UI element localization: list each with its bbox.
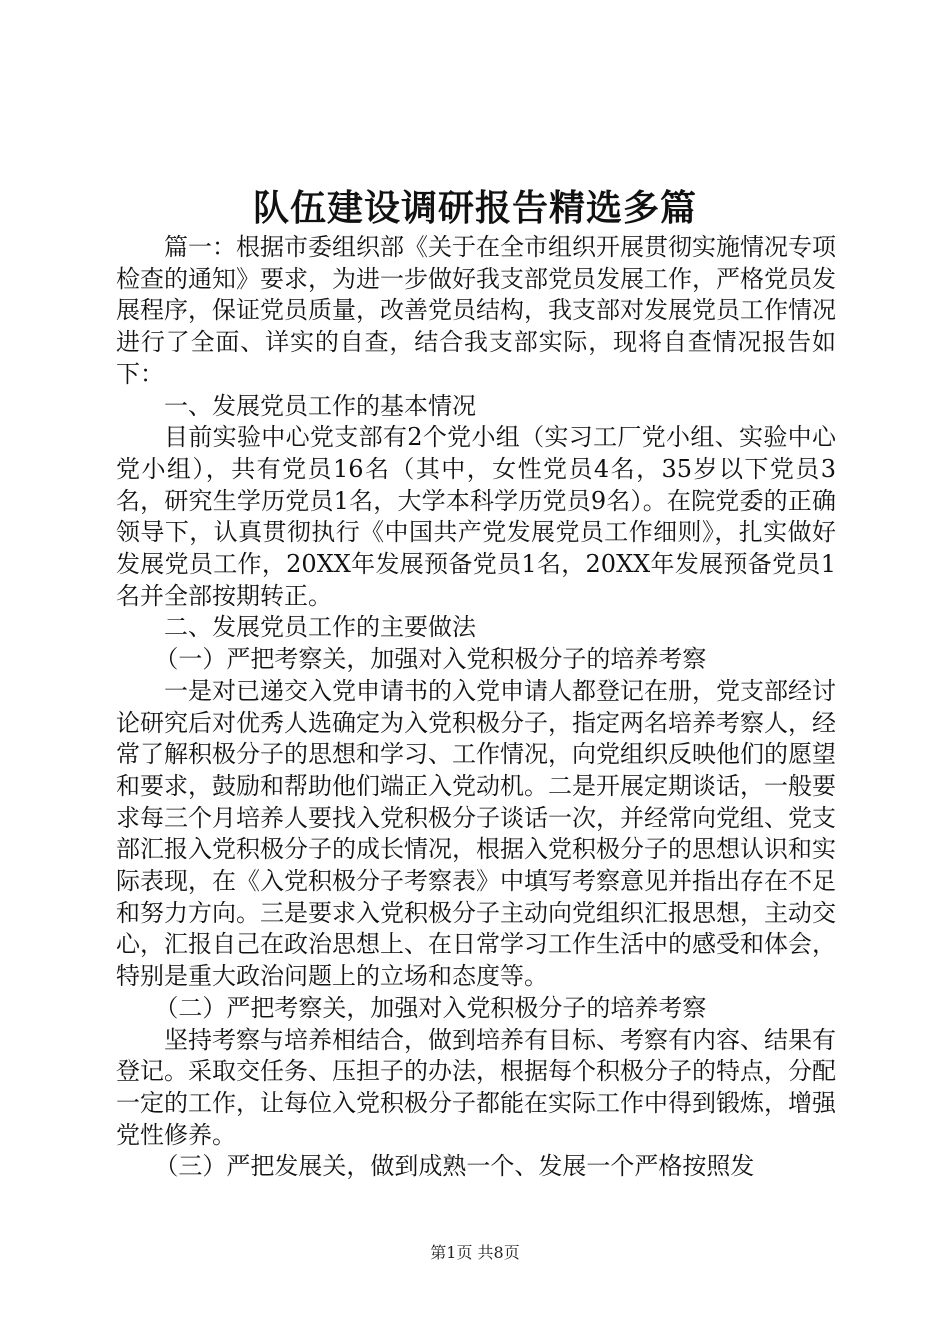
section-heading-basic-situation: 一、发展党员工作的基本情况 [164, 391, 476, 420]
paragraph-subsection-1: 一是对已递交入党申请书的入党申请人都登记在册，党支部经讨论研究后对优秀人选确定为入党积极分子，指定两名培养考察人，经常了解积极分子的思想和学习、工作情况，向党组织反映他们的愿望和要求，鼓励和帮助他们端正入党动机。二是开展定期谈话，一般要求每三个月培养人要找入党积极分子谈话一次，并经常向党组、党支部汇报入党积极分子的成长情况，根据入党积极分子的思想认识和实际表现，在《入党积极分子考察表》中填写考察意见并指出存在不足和努力方向。三是要求入党积极分子主动向党组织汇报思想，主动交心，汇报自己在政治思想上、在日常学习工作生活中的感受和体会，特别是重大政治问题上的立场和态度等。 [116, 676, 836, 991]
document-title: 队伍建设调研报告精选多篇 [252, 187, 697, 229]
subsection-heading-3: （三）严把发展关，做到成熟一个、发展一个严格按照发 [154, 1152, 755, 1181]
document-body [116, 232, 836, 1183]
paragraph-basic-situation: 目前实验中心党支部有2个党小组（实习工厂党小组、实验中心党小组），共有党员16名（其中，女性党员4名，35岁以下党员3名，研究生学历党员1名，大学本科学历党员9名）。在院党委的正确领导下，认真贯彻执行《中国共产党发展党员工作细则》，扎实做好发展党员工作，20XX年发展预备党员1名，20XX年发展预备党员1名并全部按期转正。 [116, 423, 836, 610]
subsection-heading-2: （二）严把考察关，加强对入党积极分子的培养考察 [154, 993, 707, 1022]
paragraph-intro: 篇一：根据市委组织部《关于在全市组织开展贯彻实施情况专项检查的通知》要求，为进一步做好我支部党员发展工作，严格党员发展程序，保证党员质量，改善党员结构，我支部对发展党员工作情况进行了全面、详实的自查，结合我支部实际，现将自查情况报告如下： [116, 233, 836, 388]
page-number-footer: 第1页 共8页 [430, 1243, 520, 1262]
section-heading-main-practices: 二、发展党员工作的主要做法 [164, 613, 476, 642]
paragraph-subsection-2: 坚持考察与培养相结合，做到培养有目标、考察有内容、结果有登记。采取交任务、压担子的办法，根据每个积极分子的特点，分配一定的工作，让每位入党积极分子都能在实际工作中得到锻炼，增强党性修养。 [116, 1025, 836, 1149]
subsection-heading-1: （一）严把考察关，加强对入党积极分子的培养考察 [154, 645, 707, 674]
